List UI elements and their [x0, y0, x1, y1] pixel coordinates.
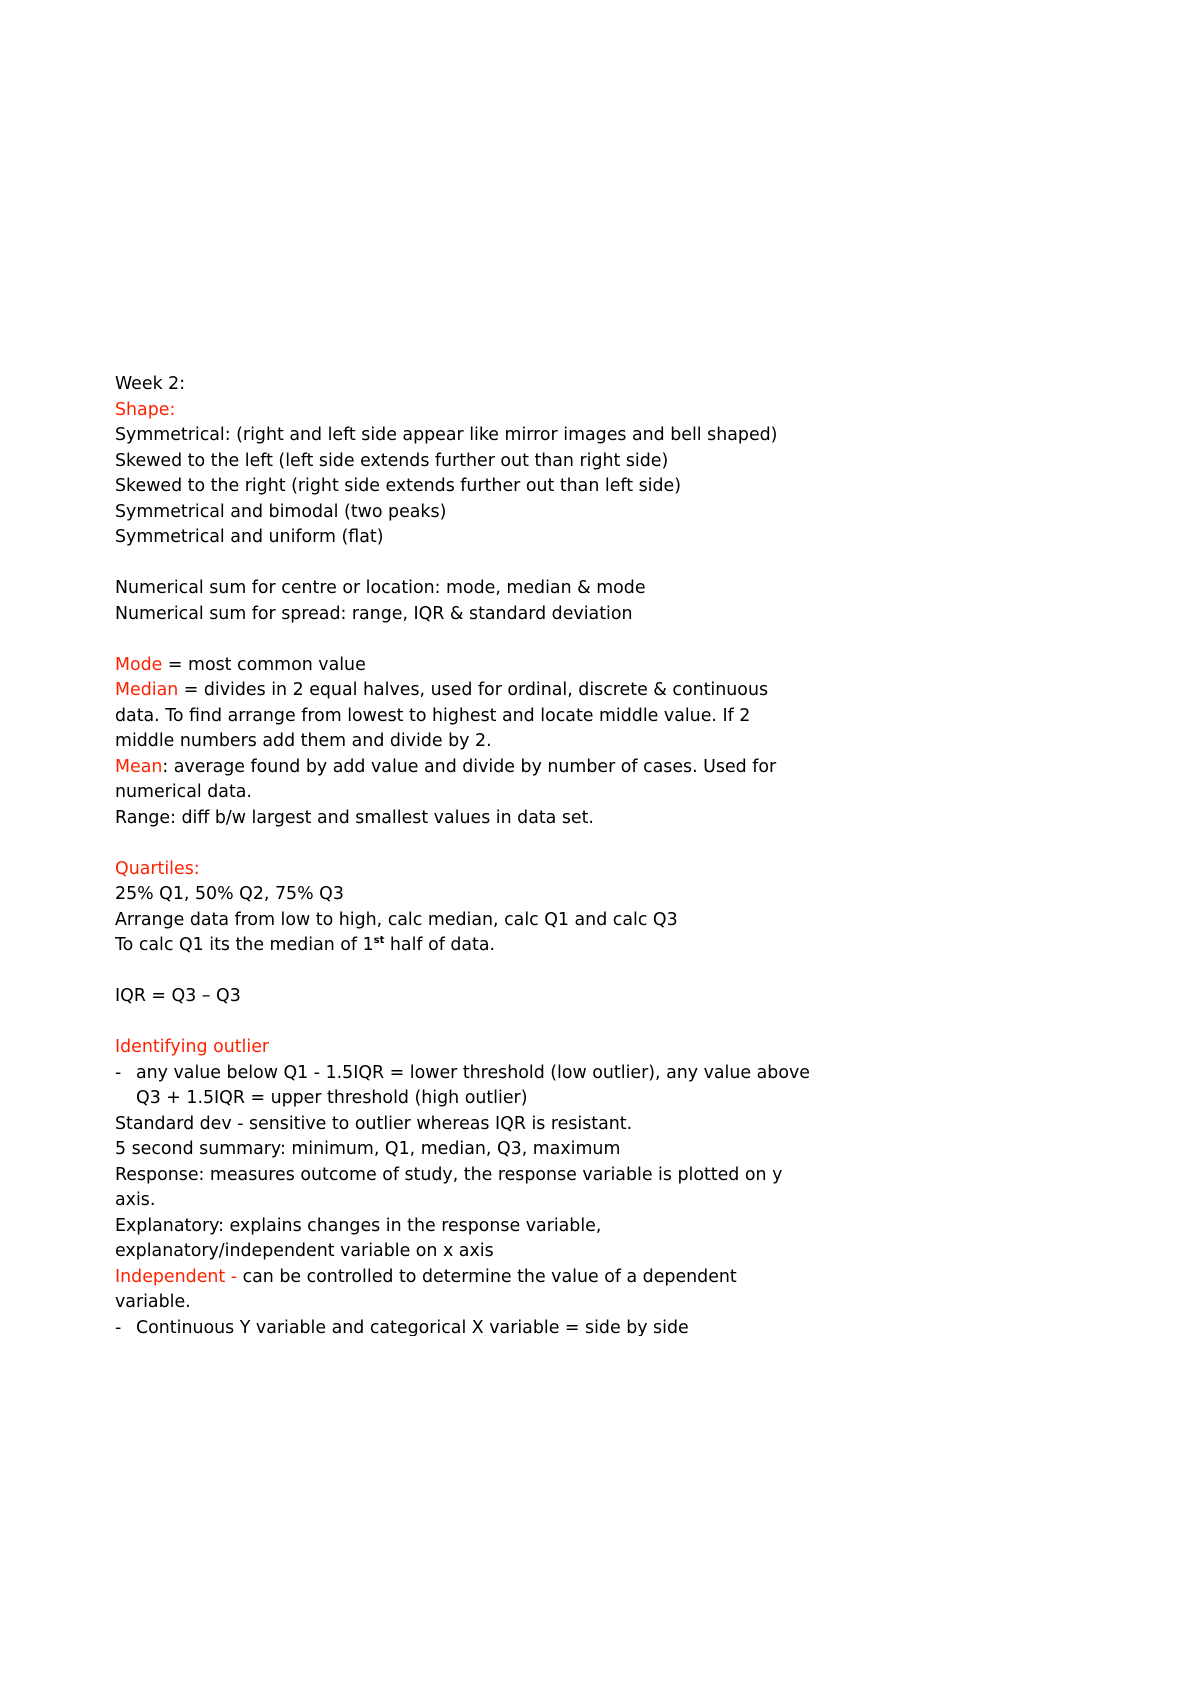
bullet-dash: -	[115, 1317, 122, 1336]
blank-line	[115, 627, 875, 653]
last-bullet-item	[115, 1316, 875, 1337]
blank-line	[115, 551, 875, 577]
five-summary: 5 second summary: minimum, Q1, median, Q3, maximum	[115, 1139, 621, 1159]
independent-text-cont: variable.	[115, 1292, 191, 1312]
blank-line	[115, 831, 875, 857]
median-term: Median	[115, 680, 179, 700]
quartiles-line: 25% Q1, 50% Q2, 75% Q3	[115, 884, 344, 904]
quartiles-line: Arrange data from low to high, calc median, calc Q1 and calc Q3	[115, 909, 678, 930]
median-definition	[115, 678, 875, 704]
shape-item: Symmetrical: (right and left side appear like mirror images and bell shaped)	[115, 425, 778, 445]
response-definition: Response: measures outcome of study, the response variable is plotted on y	[115, 1164, 783, 1185]
week-heading: Week 2:	[115, 374, 186, 394]
range-definition: Range: diff b/w largest and smallest values in data set.	[115, 807, 594, 828]
outlier-text-cont: Q3 + 1.5IQR = upper threshold (high outlier)	[136, 1088, 528, 1108]
explanatory-definition: Explanatory: explains changes in the response variable,	[115, 1215, 602, 1236]
ordinal-superscript: st	[373, 935, 385, 947]
shape-item: Symmetrical and uniform (flat)	[115, 527, 384, 547]
outlier-heading: Identifying outlier	[115, 1037, 270, 1057]
response-text-cont: axis.	[115, 1190, 156, 1210]
shape-item: Symmetrical and bimodal (two peaks)	[115, 501, 447, 522]
last-bullet-text: Continuous Y variable and categorical X variable = side by side	[136, 1317, 689, 1336]
quartiles-text: To calc Q1 its the median of 1	[115, 935, 374, 955]
mode-definition	[115, 653, 875, 679]
independent-term: Independent -	[115, 1266, 238, 1287]
explanatory-text-cont: explanatory/independent variable on x axis	[115, 1241, 494, 1261]
std-dev-note: Standard dev - sensitive to outlier whereas IQR is resistant.	[115, 1113, 633, 1134]
median-text: = divides in 2 equal halves, used for ordinal, discrete & continuous	[178, 680, 769, 700]
mean-definition	[115, 755, 875, 781]
outlier-bullet-item	[115, 1061, 875, 1087]
quartiles-heading: Quartiles:	[115, 858, 200, 879]
mean-term: Mean	[115, 756, 163, 777]
outlier-text: any value below Q1 - 1.5IQR = lower threshold (low outlier), any value above	[136, 1062, 810, 1083]
blank-line	[115, 1010, 875, 1036]
shape-item: Skewed to the right (right side extends further out than left side)	[115, 476, 681, 496]
bullet-dash: -	[115, 1062, 122, 1083]
quartiles-line	[115, 933, 875, 959]
blank-line	[115, 959, 875, 985]
mean-text-cont: numerical data.	[115, 782, 252, 802]
median-text-cont: middle numbers add them and divide by 2.	[115, 731, 492, 751]
independent-text: can be controlled to determine the value of a dependent	[237, 1266, 737, 1287]
numerical-spread: Numerical sum for spread: range, IQR & standard deviation	[115, 603, 633, 624]
mode-term: Mode	[115, 654, 163, 675]
shape-heading: Shape:	[115, 399, 176, 420]
mean-text: : average found by add value and divide by number of cases. Used for	[162, 756, 777, 777]
independent-definition	[115, 1265, 875, 1291]
iqr-formula: IQR = Q3 – Q3	[115, 986, 241, 1006]
numerical-centre: Numerical sum for centre or location: mode, median & mode	[115, 578, 646, 598]
mode-text: = most common value	[162, 654, 366, 675]
quartiles-text: half of data.	[384, 935, 496, 955]
median-text-cont: data. To find arrange from lowest to highest and locate middle value. If 2	[115, 705, 751, 726]
shape-item: Skewed to the left (left side extends further out than right side)	[115, 450, 669, 471]
notes-body	[115, 372, 875, 1336]
